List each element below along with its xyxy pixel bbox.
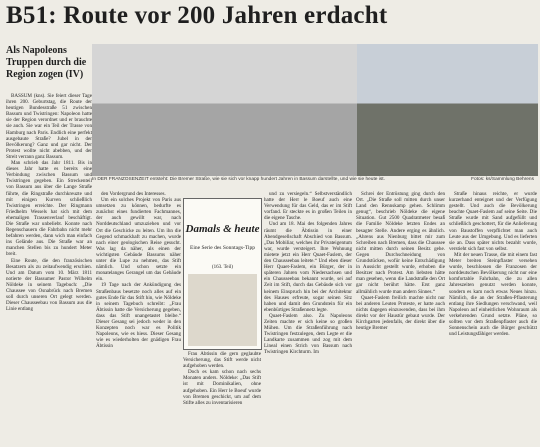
series-subtitle: Eine Serie des Sonntags-Tipp (189, 245, 256, 251)
column-paragraph: BASSUM (kns). Sie feiert dieser Tage ihren 200. Geburtstag, die Route der heutigen Bundesstraße 51 zwischen Bassum und Twistringen: Napoleon hatte sie der Region verordnet und er brauchte sie auch. Sie war ein Teil der Trasse von Hamburg nach Paris. Endlich eine perfekt ausgebaute Straße? Jubel in der Bevölkerung? Ganz und gar nicht. Der Protest wollte nicht abebben, und der Streit verrann ganz Bassum. (6, 93, 92, 160)
column-paragraph: Frau Äbtissin die gern geglaubte Versicherung, das Stift werde nicht aufgehoben werden. (183, 351, 261, 370)
church-drawing (188, 274, 257, 346)
column-paragraph: Um ein solches Projekt von Paris aus umsetzen zu können, bedurfte es zunächst eines fundierten Fachmannes, der auch gewillt war, nach Norddeutschland umzuziehen und vor Ort die Geschicke zu leiten. Um ihn die Gegend schmackhaft zu machen, wurde nach einer geologischen Reise gesucht. Was lag da näher, als einen der wichtigsten Gebäude Bassums näher unter die Lupe zu nehmen, das Stift nämlich. Und schon setzte ein monatelanges Gerangel um das Gebäude ein. (96, 197, 181, 283)
column-paragraph: Man schrieb das Jahr 1811. Bis in dieses Jahr hatte es bereits eine Verbindung zwischen Bassum und Twistringen gegeben. Ein Streckenteil von Bassum aus über die Lange Straße führte, die Ringstraße durchkreuzte und mit einigen Kurven schließlich Twistringen erreichte. Der Ringmann Friedhelm Wessels hat sich mit dem ehemaligen Trassenverlauf beschäftigt. Die Straße war unbeliebt. Konnte nach Regenschauern die Fahrbahn nicht mehr befahren werden, dann wich man einfach ins Gelände aus. Die Straße war an manchen Stellen bis zu hundert Meter breit. (6, 160, 92, 258)
photo-caption (92, 177, 538, 187)
historic-street-photo (92, 44, 362, 176)
column-paragraph: den Vordergrund des Interesses. (101, 191, 166, 197)
article-column-4 (264, 191, 352, 445)
article-column-2 (96, 191, 181, 445)
column-paragraph: und zu versiegeln.“ Selbstverständlich hatte der Herr le Boeuf auch eine Verwendung für das Geld, das er im Stift vorfand. Er steckte es in großen Teilen in die eigene Tasche. (264, 191, 352, 222)
modern-street-photo (357, 44, 538, 176)
article-column-1 (6, 93, 92, 445)
column-paragraph: Doch es kam schon nach sechs Monaten anders. Nöldeke: „Das Stift ist mit Dominikalien, ohne aufgehoben. Ein Herr le Boeuf wurde von Bremen geschickt, um auf dem Stifte alles zu inventarisieren (183, 369, 261, 406)
caption-text: In DER FRANZOSENZEIT entsteht: Die Bremer Straße, wie sie sich vor knapp hundert Jahren in Bassum darstellte, und wie sie heute ist. (92, 177, 385, 182)
column-paragraph: 19 Tage nach der Ankündigung des Straßenbaus besetzte noch alles auf ein gutes Ende für das Stift hin, wie Nöldeke in seinem Tagebuch schreibt: „Frau Äbtissin hatte die Versicherung gegeben, dass das Stift unangetastet bleibe.“ Dieser Gesang sei jedoch weder in den Konzepten noch war es Politik Napoleons, wie es hiess. Dieser Gesang wie es wiederholten der gnädigen Frau Äbtissin (96, 282, 181, 350)
article-column-5 (356, 191, 445, 445)
column-paragraph: Straße hinaus reichte, er wurde kurzerhand enteignet und der Verfügung gestellt. Und auch die Bevölkerung beachte Quaet-Faslem auf seine Seite. Die Straße wurde mit Sand aufgefüllt und schließlich geschottert, für die Anlieferung von Baustoffen verpflichtet man auch Leute aus der Umgebung. Und es lieferten sie an. Dass später nichts bezahlt wurde, verstieht sich fast von selbst. (449, 191, 537, 252)
article-column-3 (183, 351, 261, 445)
headline: B51: Route vor 200 Jahren erdacht (6, 2, 388, 29)
series-inset (183, 198, 262, 350)
photo-credit: Fotos: ks/Sammlung Behrens (471, 177, 534, 182)
column-paragraph: Quaet-Faslem freilich machte nicht nur bei anderen Leuten Proteste, er hatte auch nichts dagegen einzuwenden, dass bei ihm direkt vor der Haustür gebaut wurde. Der Kirchgarten jedenfalls, der direkt über die heutige Bremer (356, 294, 445, 332)
column-paragraph: Schrei der Entrüstung ging durch den Ort. „Die Straße soll mitten durch unser Land den Rennskamp gehen. Schlimm genug“, beschrieb Nöldeke die eigene Situation. Gut 2500 Quadratmeter besaß die Familie Nöldeke letzten Endes an besagter Stelle. Andere erging es ähnlich. „Ahrens aus Nienburg bittet mir zum Schreiben nach Bremen, dass die Chaussee nicht mitten durch seinen Besitz gehe. Gegen Durchschneidung von Grundstücken, wofür keine Entschädigung in Aussicht gestellt wurde, erhoben die Besitzer nach Protest. Am liebsten hätte man gesehen, wenn die Landstraße den Ort gar nicht berührt hätte. Erst ganz allmählich wurde man andern Sinnes.“ (356, 191, 445, 295)
column-paragraph: Mit der neuen Trasse, die mit einem fast Meter breiten Steinpflaster versehen wurde, beschlossen die Franzosen der norddeutschen Bevölkerung nicht nur eine komfortable Fahrbahn, die zu allen Jahreszeiten genutzt werden konnte, sondern es kam noch etwas Neues hinzu. Nämlich, die an der Straßen-Pflasterung entlang ihre Siedlungen verschwand, weil Napoleon auf einheitlichen Wohnraum als verkehrenden Grund setzte. Pläne, so sollten vor dem Straßenpflaster auch die Sonnenschein auch die Bürger geschützt und Leistungsfähiger werden. (449, 251, 537, 338)
series-part: (163. Teil) (212, 265, 233, 270)
column-paragraph: Eine Route, die den französischen Besatzern als zu zeitaufwendig erschien. Und am Datum vom 10. März 1811 notierte der Bassumer Pastor Wilhelm Nöldeke in seinem Tagebuch: „Die Chaussee von Osnabrück nach Bremen soll durch unseren Ort gelegt werden. Dieser Chausseebau von Bassum aus die Linie entlang (6, 257, 92, 313)
column-paragraph: Quaet-Faslem also. Zu Napoleons Zeiten machte er sich keine so großen Mühen. Um die Straßenführung nach Twistringen festzulegen, dem Legte er die Landkarte zusammen und zog mit dem Lineal einen Strich von Bassum nach Twistringen Kirchturm. Im (264, 312, 352, 356)
series-title: Damals & heute (185, 223, 260, 235)
subheadline: Als Napoleons Truppen durch die Region zogen (IV) (6, 45, 87, 80)
article-column-6 (449, 191, 537, 445)
article-photo (92, 44, 538, 176)
column-paragraph: Und am 18. Mai des folgenden Jahres räumt die Äbtissin in einer Abendgesellschaft Abschied von Bassum. „Das Mobiliar, welches ihr Privateigentum war, wurde versteigert. Ihre Wohnung mietete jetzt ein Herr Quaet-Faslem, der den Chausseebau leitete.“ Und eben dieser Herr Quaet-Faslem, ein Bürger, der in späteren Jahren vom Niedersachsen und ein Chausseebau bekannt wurde, sei auf Zeit im Stift, durch das Gebäude sich vor keinem Einspruch hin bei der Architektur des Hauses erfreute, sogar seinen Sitz haben und damit den Grundstein für ein ebenbürtiges Straßennetz legte. (264, 221, 352, 313)
